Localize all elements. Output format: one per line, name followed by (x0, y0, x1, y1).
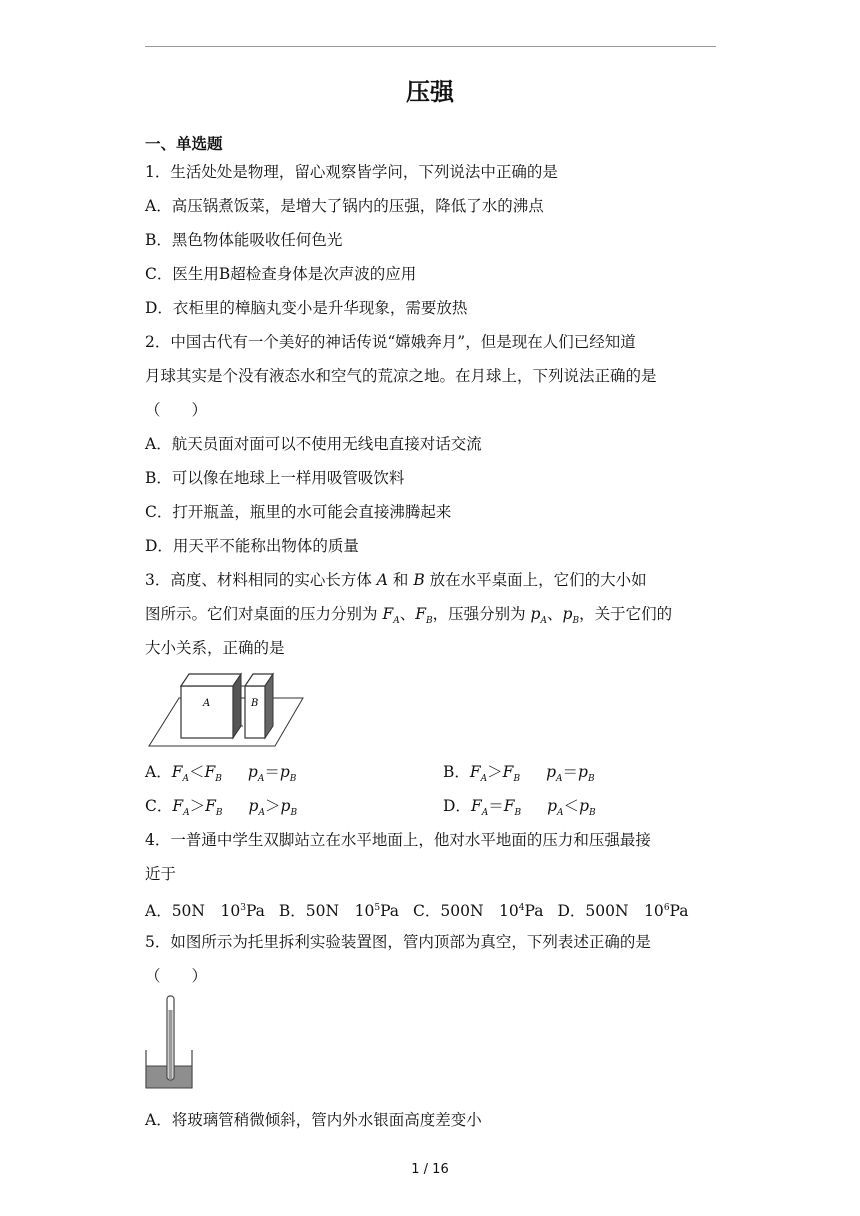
block-a-side (233, 674, 241, 738)
q2-option-a: A．航天员面对面可以不使用无线电直接对话交流 (145, 435, 482, 453)
q1-stem: 1．生活处处是物理，留心观察皆学问，下列说法中正确的是 (145, 163, 558, 181)
q1-option-d: D．衣柜里的樟脑丸变小是升华现象，需要放热 (145, 299, 468, 317)
block-a-label: A (203, 698, 211, 709)
q4-options (145, 898, 689, 921)
q3-option-a: A．$F_A<F_B$ $p_A=p_B$ (145, 763, 297, 785)
q4-stem-line1: 4．一普通中学生双脚站立在水平地面上，他对水平地面的压力和压强最接 (145, 831, 651, 849)
q5-stem: 5．如图所示为托里拆利实验装置图，管内顶部为真空，下列表述正确的是 (145, 933, 651, 951)
q2-option-c: C．打开瓶盖，瓶里的水可能会直接沸腾起来 (145, 503, 452, 521)
q3-figure-blocks (145, 666, 305, 748)
q3-option-d: D．$F_A=F_B$ $p_A<p_B$ (443, 797, 596, 819)
page-title: 压强 (406, 78, 454, 106)
q2-answer-paren: （ ） (145, 401, 208, 419)
q1-option-c: C．医生用B超检查身体是次声波的应用 (145, 265, 417, 283)
q4-option-c: C．500N $10^4Pa$ (413, 902, 544, 921)
q3-option-c: C．$F_A>F_B$ $p_A>p_B$ (145, 797, 298, 819)
block-a-front (181, 686, 233, 738)
q3-option-b: B．$F_A>F_B$ $p_A=p_B$ (443, 763, 595, 785)
q2-option-b: B．可以像在地球上一样用吸管吸饮料 (145, 469, 405, 487)
block-b-front (245, 686, 265, 738)
q4-option-b: B．50N $10^5Pa$ (278, 902, 400, 921)
q1-option-a: A．高压锅煮饭菜，是增大了锅内的压强，降低了水的沸点 (145, 197, 544, 215)
q3-stem-line1: 3．高度、材料相同的实心长方体 A 和 B 放在水平桌面上，它们的大小如 (145, 571, 647, 589)
q3-stem-line3: 大小关系，正确的是 (145, 639, 285, 657)
q4-stem-line2: 近于 (145, 865, 177, 883)
block-a-top (181, 674, 241, 686)
q5-figure-torricelli (143, 994, 195, 1092)
section-heading: 一、单选题 (145, 135, 223, 153)
mercury-column (169, 1010, 173, 1079)
q2-stem-line2: 月球其实是个没有液态水和空气的荒凉之地。在月球上，下列说法正确的是 (145, 367, 657, 385)
block-b-side (265, 674, 273, 738)
q1-option-b: B．黑色物体能吸收任何色光 (145, 231, 343, 249)
q4-option-a: A．50N $10^3Pa$ (145, 902, 265, 921)
q4-option-d: D．500N $10^6Pa$ (557, 902, 689, 921)
q3-stem-line2: 图所示。它们对桌面的压力分别为 $F_A$、$F_B$，压强分别为 $p_A$、$p_B$，关于它们的 (145, 605, 673, 627)
q5-option-a: A．将玻璃管稍微倾斜，管内外水银面高度差变小 (145, 1111, 482, 1129)
header-rule (145, 46, 716, 47)
block-b-label: B (251, 698, 259, 709)
page-number: 1 / 16 (411, 1162, 449, 1177)
q2-option-d: D．用天平不能称出物体的质量 (145, 537, 359, 555)
q5-answer-paren: （ ） (145, 967, 208, 985)
q2-stem-line1: 2．中国古代有一个美好的神话传说“嫦娥奔月”，但是现在人们已经知道 (145, 333, 636, 351)
